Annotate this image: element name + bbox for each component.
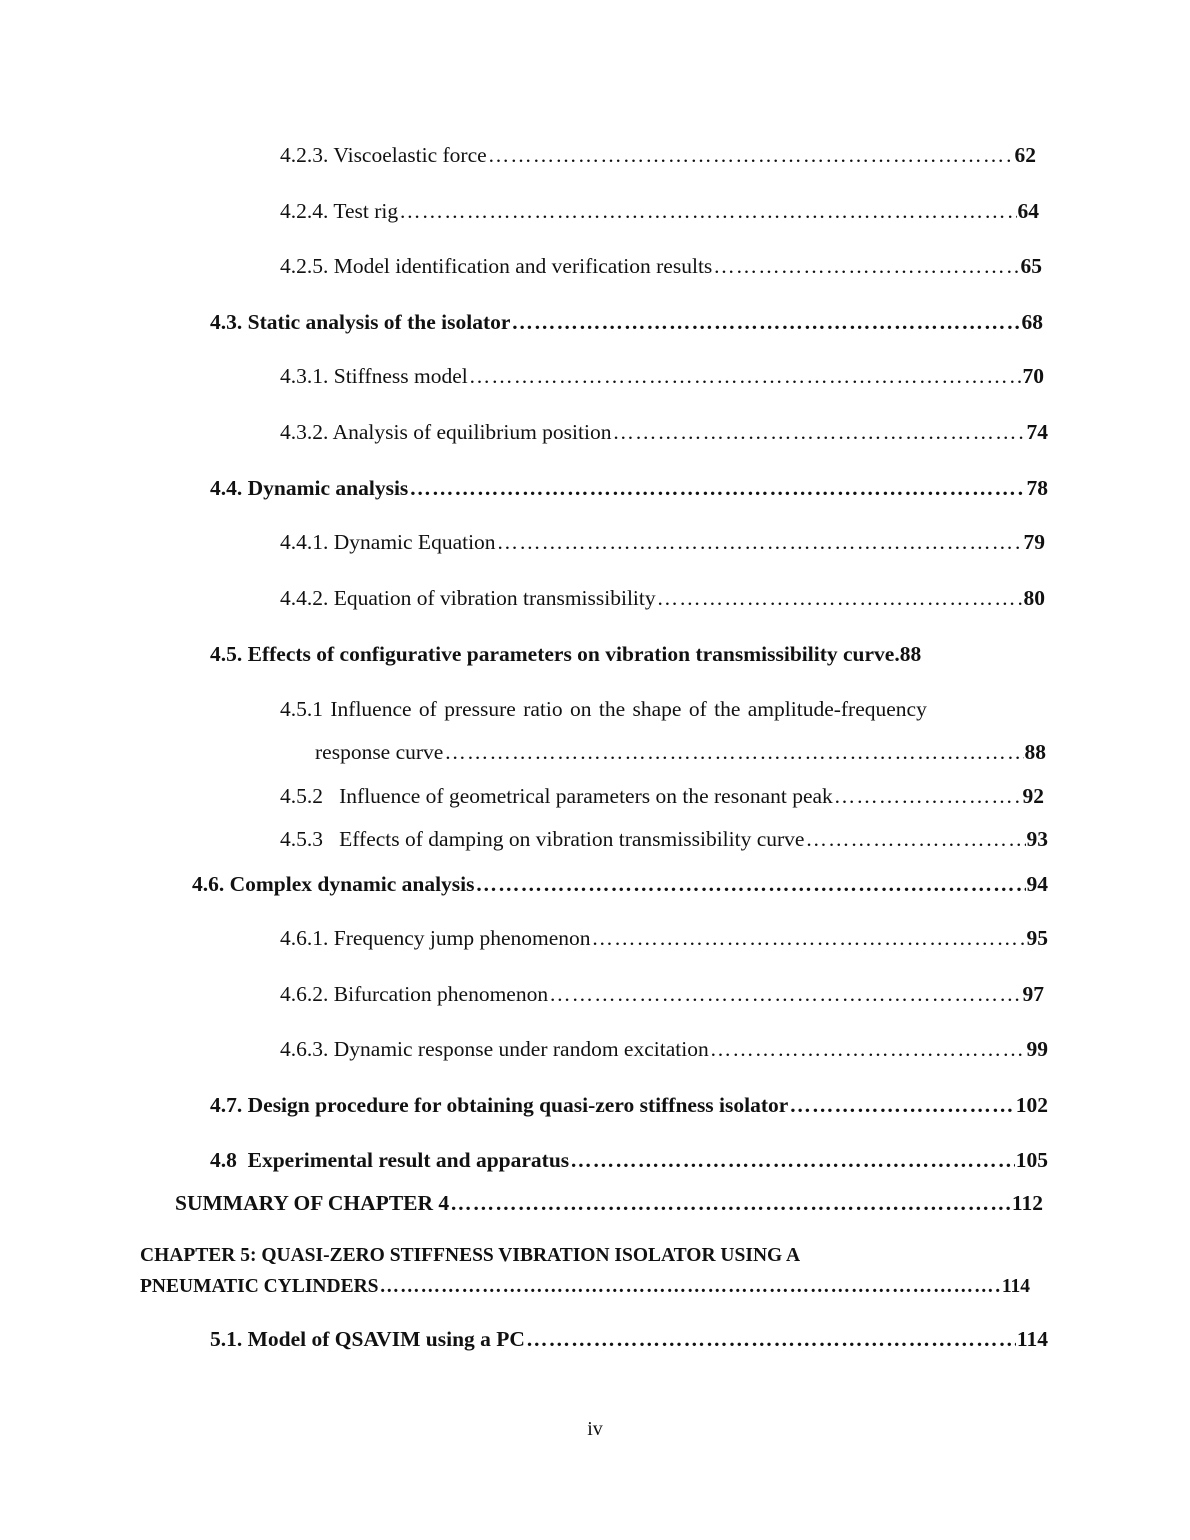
toc-entry-title: 4.5.1 Influence of pressure ratio on the shape of the amplitude-frequency bbox=[280, 697, 927, 721]
toc-entry[interactable] bbox=[280, 925, 1048, 951]
toc-entry[interactable] bbox=[280, 783, 1044, 809]
toc-entry-title: 4.6.3. Dynamic response under random excitation bbox=[280, 1037, 709, 1061]
toc-entry-title: 4.8 Experimental result and apparatus bbox=[210, 1148, 570, 1172]
leader-dots bbox=[497, 529, 1023, 555]
leader-dots bbox=[444, 739, 1023, 765]
leader-dots bbox=[399, 198, 1016, 224]
toc-entry[interactable] bbox=[280, 981, 1044, 1007]
leader-dots bbox=[526, 1326, 1016, 1352]
toc-entry-title: 4.7. Design procedure for obtaining quasi-zero stiffness isolator bbox=[210, 1093, 789, 1117]
toc-entry-page: 94 bbox=[1026, 872, 1048, 896]
leader-dots bbox=[592, 925, 1026, 951]
toc-entry-page: 68 bbox=[1021, 310, 1043, 334]
toc-entry-page: 97 bbox=[1022, 982, 1044, 1006]
leader-dots bbox=[409, 475, 1025, 501]
toc-entry-page: 99 bbox=[1026, 1037, 1048, 1061]
toc-entry-title: 4.3. Static analysis of the isolator bbox=[210, 310, 511, 334]
toc-entry-title: CHAPTER 5: QUASI-ZERO STIFFNESS VIBRATION ISOLATOR USING A bbox=[140, 1245, 801, 1266]
toc-entry[interactable] bbox=[210, 1326, 1048, 1352]
leader-dots bbox=[469, 363, 1022, 389]
toc-entry-page: 95 bbox=[1026, 926, 1048, 950]
toc-entry-page: 112 bbox=[1011, 1191, 1043, 1215]
leader-dots bbox=[570, 1147, 1015, 1173]
toc-entry[interactable] bbox=[280, 142, 1036, 168]
toc-entry-page: 62 bbox=[1014, 143, 1036, 167]
toc-entry-page: 80 bbox=[1023, 586, 1045, 610]
toc-entry[interactable] bbox=[280, 1036, 1048, 1062]
toc-entry-title: 5.1. Model of QSAVIM using a PC bbox=[210, 1327, 525, 1351]
leader-dots bbox=[834, 783, 1022, 809]
leader-dots bbox=[789, 1092, 1014, 1118]
toc-entry[interactable] bbox=[280, 585, 1045, 611]
toc-entry-page: 114 bbox=[1001, 1276, 1030, 1297]
toc-entry[interactable] bbox=[210, 1147, 1048, 1173]
toc-entry[interactable] bbox=[210, 641, 921, 667]
leader-dots bbox=[450, 1190, 1011, 1216]
leader-dots bbox=[657, 585, 1023, 611]
toc-entry-page: 88 bbox=[1024, 740, 1046, 764]
toc-entry-title: 4.6.2. Bifurcation phenomenon bbox=[280, 982, 549, 1006]
toc-entry-title: 4.5.3 Effects of damping on vibration transmissibility curve bbox=[280, 827, 805, 851]
toc-entry-page: 93 bbox=[1026, 827, 1048, 851]
toc-entry-title: 4.4.2. Equation of vibration transmissibility bbox=[280, 586, 656, 610]
leader-dots bbox=[511, 309, 1020, 335]
leader-dots bbox=[713, 253, 1019, 279]
toc-entry-page: 102 bbox=[1015, 1093, 1048, 1117]
toc-entry-page: 105 bbox=[1015, 1148, 1048, 1172]
toc-entry-page: 78 bbox=[1026, 476, 1048, 500]
toc-entry-title: 4.5.2 Influence of geometrical parameters on the resonant peak bbox=[280, 784, 833, 808]
toc-entry-page: 92 bbox=[1022, 784, 1044, 808]
page-number: iv bbox=[587, 1418, 603, 1440]
toc-entry-title: SUMMARY OF CHAPTER 4 bbox=[175, 1191, 450, 1215]
toc-entry-page: 114 bbox=[1016, 1327, 1048, 1351]
toc-entry-page: 64 bbox=[1017, 199, 1039, 223]
toc-entry-page: 79 bbox=[1023, 530, 1045, 554]
toc-entry[interactable] bbox=[280, 253, 1042, 279]
toc-entry-title: 4.2.3. Viscoelastic force bbox=[280, 143, 487, 167]
toc-entry-title: 4.5. Effects of configurative parameters on vibration transmissibility curve. bbox=[210, 642, 900, 666]
toc-entry-title: 4.3.1. Stiffness model bbox=[280, 364, 468, 388]
toc-entry[interactable] bbox=[280, 529, 1045, 555]
toc-entry-page: 74 bbox=[1026, 420, 1048, 444]
toc-entry[interactable] bbox=[315, 739, 1046, 765]
toc-entry[interactable] bbox=[175, 1190, 1043, 1216]
toc-entry[interactable] bbox=[280, 826, 1048, 852]
leader-dots bbox=[488, 142, 1014, 168]
toc-entry-title: 4.2.4. Test rig bbox=[280, 199, 399, 223]
toc-entry[interactable] bbox=[280, 419, 1048, 445]
toc-entry[interactable] bbox=[210, 309, 1043, 335]
toc-entry-line[interactable] bbox=[280, 696, 927, 722]
toc-entry-title: 4.6. Complex dynamic analysis bbox=[192, 872, 475, 896]
toc-entry-page: 65 bbox=[1020, 254, 1042, 278]
toc-entry[interactable] bbox=[210, 1092, 1048, 1118]
leader-dots bbox=[476, 871, 1026, 897]
toc-entry-title: 4.2.5. Model identification and verification results bbox=[280, 254, 713, 278]
toc-entry-title: response curve bbox=[315, 740, 444, 764]
chapter-heading-line[interactable] bbox=[140, 1243, 800, 1269]
toc-entry-title: 4.6.1. Frequency jump phenomenon bbox=[280, 926, 591, 950]
toc-entry-page: 70 bbox=[1022, 364, 1044, 388]
leader-dots bbox=[805, 826, 1025, 852]
toc-entry-page: 88 bbox=[899, 642, 922, 666]
leader-dots bbox=[612, 419, 1025, 445]
toc-entry[interactable] bbox=[140, 1274, 1030, 1300]
toc-entry-title: PNEUMATIC CYLINDERS bbox=[140, 1276, 379, 1297]
leader-dots bbox=[549, 981, 1021, 1007]
toc-entry[interactable] bbox=[192, 871, 1048, 897]
leader-dots bbox=[380, 1274, 1001, 1300]
toc-entry[interactable] bbox=[210, 475, 1048, 501]
toc-entry[interactable] bbox=[280, 198, 1039, 224]
toc-entry-title: 4.4. Dynamic analysis bbox=[210, 476, 409, 500]
toc-entry[interactable] bbox=[280, 363, 1044, 389]
toc-entry-title: 4.4.1. Dynamic Equation bbox=[280, 530, 496, 554]
leader-dots bbox=[710, 1036, 1026, 1062]
toc-entry-title: 4.3.2. Analysis of equilibrium position bbox=[280, 420, 612, 444]
